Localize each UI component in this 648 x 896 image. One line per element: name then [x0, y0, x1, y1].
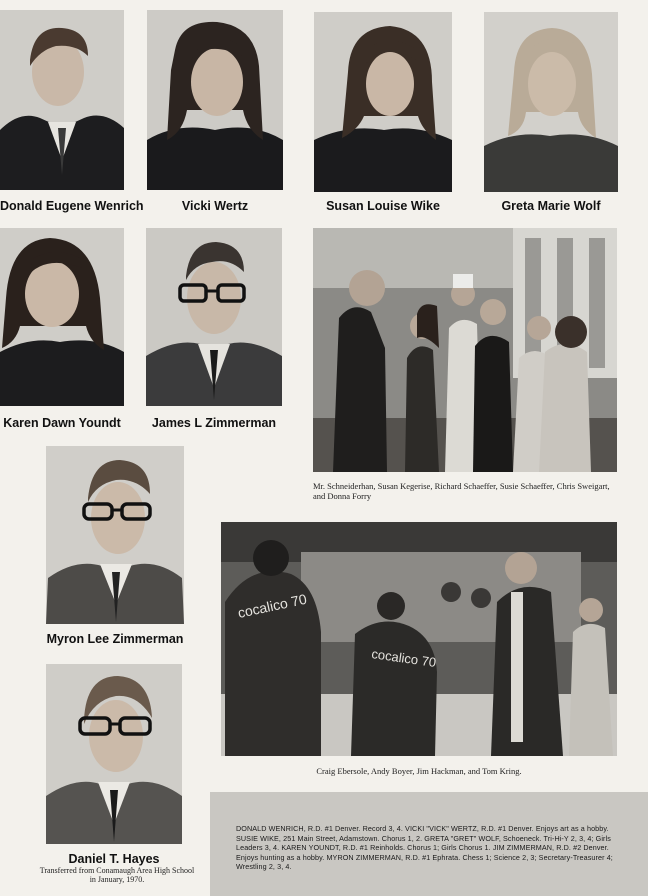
- portrait-name: James L Zimmerman: [151, 416, 277, 430]
- bio-text: DONALD WENRICH, R.D. #1 Denver. Record 3, 4. VICKI "VICK" WERTZ, R.D. #1 Denver. Enjoys art as a hobby. SUSIE WIKE, 251 Main Street, Adamstown. Chorus 1, 2. GRETA "GRET" WOLF, Schoeneck. Tri-Hi-Y 2, 3, 4; Girls Leaders 3, 4. KAREN YOUNDT, R.D. #1 Reinholds. Chorus 1; Girls Chorus 1. JIM ZIMMERMAN, R.D. #2 Denver. Enjoys hunting as a hobby. MYRON ZIMMERMAN, R.D. #1 Ephrata. Chess 1; Science 2, 3; Secretary-Treasurer 4; Wrestling 2, 3, 4.: [236, 824, 613, 872]
- portrait-photo-susan-wike: [314, 12, 452, 192]
- jacket-text-left: cocalico 70: [236, 590, 309, 621]
- group-photo-2-caption: Craig Ebersole, Andy Boyer, Jim Hackman, and Tom Kring.: [316, 766, 522, 776]
- portrait-photo-myron-zimmerman: [46, 446, 184, 624]
- group-photo-hallway: [313, 228, 617, 472]
- portrait-photo-karen-youndt: [0, 228, 124, 406]
- portrait-photo-donald-wenrich: [0, 10, 124, 190]
- bio-panel: [210, 792, 648, 896]
- portrait-name: Greta Marie Wolf: [501, 199, 601, 213]
- group-photo-counter: [221, 522, 617, 756]
- portrait-name: Vicki Wertz: [181, 199, 249, 213]
- portrait-photo-daniel-hayes: [46, 664, 182, 844]
- portrait-name: Susan Louise Wike: [326, 199, 440, 213]
- portrait-name: Daniel T. Hayes: [68, 852, 160, 866]
- portrait-photo-james-zimmerman: [146, 228, 282, 406]
- transfer-note: Transferred from Conamaugh Area High School in January, 1970.: [39, 866, 195, 884]
- portrait-photo-vicki-wertz: [147, 10, 283, 190]
- portrait-name: Karen Dawn Youndt: [3, 416, 121, 430]
- jacket-text-middle: cocalico 70: [370, 646, 438, 671]
- portrait-photo-greta-wolf: [484, 12, 618, 192]
- group-photo-1-caption: Mr. Schneiderhan, Susan Kegerise, Richard Schaeffer, Susie Schaeffer, Chris Sweigart, and Donna Forry: [313, 481, 610, 501]
- portrait-name: Myron Lee Zimmerman: [46, 632, 184, 646]
- portrait-name: Donald Eugene Wenrich: [0, 199, 144, 213]
